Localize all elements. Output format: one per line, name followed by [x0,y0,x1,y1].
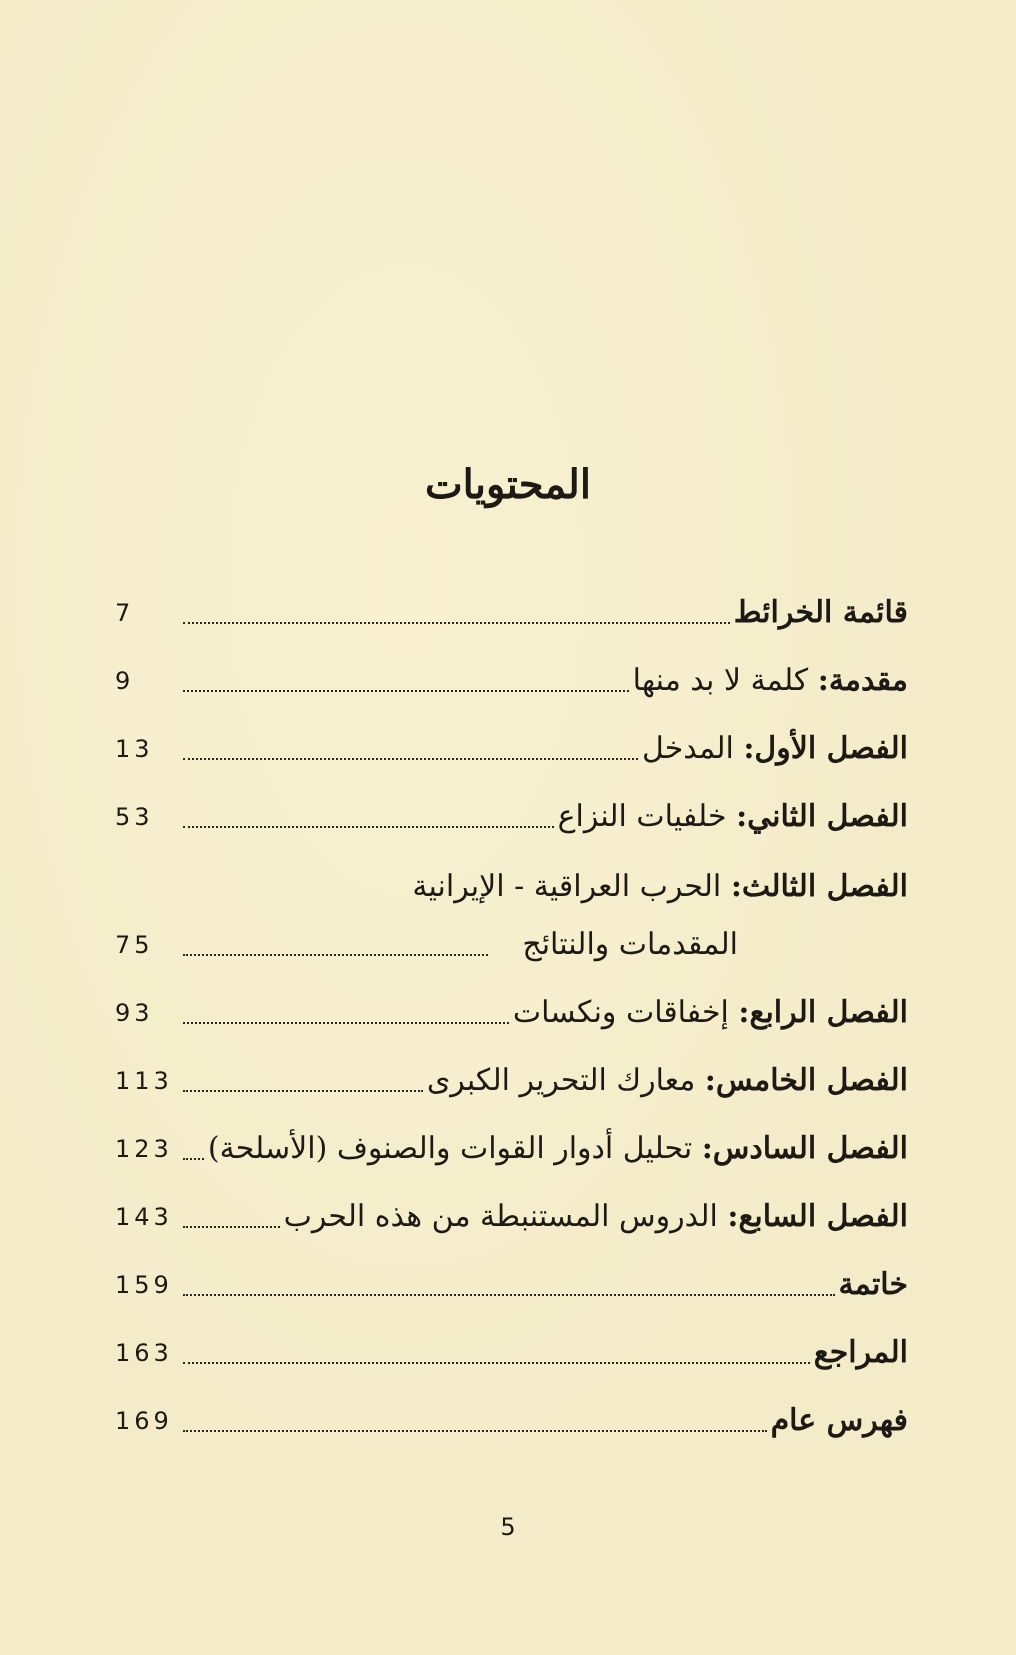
entry-heading: الفصل الأول: [743,731,908,766]
dot-leader [183,1089,423,1092]
entry-label [835,1265,908,1305]
entry-title: المدخل [641,731,744,766]
entry-title: كلمة لا بد منها [632,663,818,698]
entry-heading: خاتمة [838,1267,908,1302]
entry-heading: فهرس عام [770,1403,908,1438]
toc-entry [115,633,908,701]
page-number: 169 [115,1407,173,1435]
entry-title: الحرب العراقية - الإيرانية [412,869,731,904]
entry-title: الدروس المستنبطة من هذه الحرب [283,1199,728,1234]
toc-entry [115,837,908,965]
toc-entry [115,1033,908,1101]
entry-label [730,593,908,633]
dot-leader [183,1429,767,1432]
entry-heading: الفصل الثالث: [730,869,908,904]
page-number: 143 [115,1203,173,1231]
page-number: 75 [115,931,154,959]
entry-label [280,1197,908,1237]
entry-label [423,1061,908,1101]
entry-label [810,1333,908,1373]
dot-leader [183,621,730,624]
toc-entry [115,965,908,1033]
toc-entry [115,1237,908,1305]
toc-entry [115,1305,908,1373]
entry-heading: الفصل الخامس: [704,1063,908,1098]
entry-heading: المراجع [813,1335,908,1370]
entry-title: إخفاقات ونكسات [512,995,739,1030]
toc-entry [115,769,908,837]
page-number: 13 [115,735,154,763]
page-number: 7 [115,599,135,627]
toc-entry [115,1169,908,1237]
entry-label [554,797,908,837]
entry-title: خلفيات النزاع [557,799,737,834]
table-of-contents [115,565,908,1441]
dot-leader [183,825,554,828]
page-number: 123 [115,1135,173,1163]
toc-entry [115,1101,908,1169]
page-title: المحتويات [425,461,591,508]
entry-heading: الفصل السابع: [727,1199,908,1234]
toc-entry [115,1373,908,1441]
entry-heading: الفصل الثاني: [736,799,908,834]
toc-entry [115,565,908,633]
dot-leader [183,757,638,760]
entry-heading: الفصل السادس: [701,1131,908,1166]
entry-label [509,993,908,1033]
dot-leader [183,953,488,956]
dot-leader [183,1361,810,1364]
toc-entry [115,701,908,769]
dot-leader [183,1157,204,1160]
dot-leader [183,1021,509,1024]
page-number: 159 [115,1271,173,1299]
dot-leader [183,1225,280,1228]
entry-label [204,1129,908,1169]
dot-leader [183,689,629,692]
entry-heading: الفصل الرابع: [738,995,908,1030]
entry-label [115,867,908,907]
entry-label [767,1401,908,1441]
page-number: 163 [115,1339,173,1367]
page-number: 93 [115,999,154,1027]
entry-title: معارك التحرير الكبرى [426,1063,705,1098]
page-folio: 5 [500,1513,516,1541]
entry-title: تحليل أدوار القوات والصنوف (الأسلحة) [207,1131,702,1166]
page-number: 53 [115,803,154,831]
entry-heading: مقدمة: [817,663,908,698]
entry-label [638,729,908,769]
page-number: 113 [115,1067,173,1095]
entry-heading: قائمة الخرائط [733,595,908,630]
entry-label [629,661,908,701]
dot-leader [183,1293,835,1296]
entry-title-continued: المقدمات والنتائج [522,927,738,962]
page-number: 9 [115,667,135,695]
